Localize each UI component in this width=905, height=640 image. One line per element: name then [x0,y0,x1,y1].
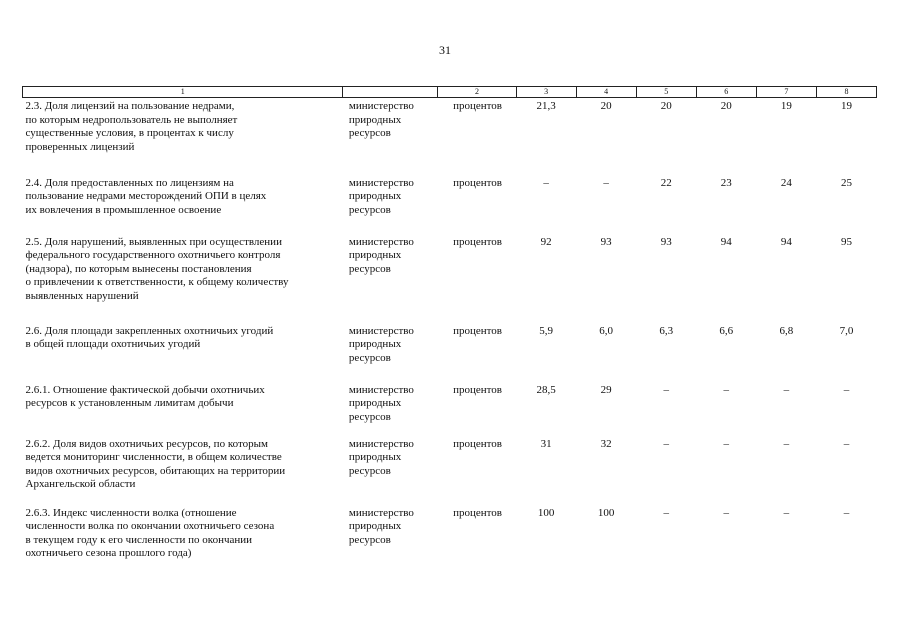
table-row [23,436,877,505]
value-cell: 20 [720,100,732,112]
value-cell: 94 [720,235,732,248]
indicator-name: 2.3. Доля лицензий на пользование недрами, по которым недропользователь не выполняет существенные условия, в процентах к числу проверенных лицензий [25,100,238,153]
value-cell: – [723,506,730,519]
table-row [23,175,877,234]
value-cell: 93 [600,235,612,248]
header-cell [343,87,438,98]
value-cell: – [663,506,669,519]
value-cell: – [783,506,790,519]
value-cell: 31 [540,437,552,450]
responsible-org: министерство природных ресурсов [348,506,414,546]
value-cell: – [723,437,730,450]
table-row [23,505,877,575]
value-cell: 6,0 [599,324,614,337]
unit-cell: процентов [453,324,502,337]
value-cell: – [603,176,609,189]
value-cell: 100 [537,506,555,519]
value-cell: – [783,437,790,450]
value-cell: – [843,437,850,450]
responsible-org: министерство природных ресурсов [348,437,414,477]
value-cell: – [843,383,850,396]
header-cell: 5 [636,87,696,98]
value-cell: 20 [600,100,612,112]
unit-cell: процентов [453,235,502,248]
indicator-name: 2.4. Доля предоставленных по лицензиям на пользование недрами месторождений ОПИ в целях их вовлечения в промышленное освоение [25,176,267,216]
table-row [23,98,877,175]
value-cell: – [543,176,549,189]
unit-cell: процентов [453,100,502,112]
indicator-name: 2.5. Доля нарушений, выявленных при осуществлении федерального государственного охотничьего контроля (надзора), по которым вынесены постановления о привлечении к ответственности, к общему количеству выявленных нарушений [25,235,289,302]
value-cell: 24 [780,176,792,189]
header-cell: 3 [516,87,576,98]
header-cell: 2 [438,87,516,98]
header-cell: 7 [756,87,816,98]
value-cell: 19 [840,100,852,112]
unit-cell: процентов [453,383,502,396]
unit-cell: процентов [453,437,502,450]
unit-cell: процентов [453,176,502,189]
indicator-name: 2.6. Доля площади закрепленных охотничьих угодий в общей площади охотничьих угодий [25,324,274,350]
unit-cell: процентов [453,506,502,519]
responsible-org: министерство природных ресурсов [348,176,414,216]
responsible-org: министерство природных ресурсов [348,324,414,364]
header-row [23,87,877,98]
value-cell: 19 [780,100,792,112]
indicators-table [22,86,877,575]
value-cell: 100 [597,506,615,519]
indicator-name: 2.6.2. Доля видов охотничьих ресурсов, по которым ведется мониторинг численности, в общем количестве видов охотничьих ресурсов, обитающих на территории Архангельской области [25,437,286,490]
value-cell: 28,5 [536,383,556,396]
value-cell: – [723,383,730,396]
value-cell: 21,3 [536,100,556,112]
value-cell: – [663,383,669,396]
value-cell: 5,9 [539,324,553,337]
value-cell: 32 [600,437,612,450]
value-cell: 20 [660,100,672,112]
table-row [23,382,877,436]
indicator-name: 2.6.3. Индекс численности волка (отношение численности волка по окончании охотничьего сезона в текущем году к его численности по окончании охотничьего сезона прошлого года) [25,506,275,559]
value-cell: 6,8 [779,324,794,337]
value-cell: 29 [600,383,612,396]
value-cell: 94 [780,235,792,248]
value-cell: 22 [660,176,672,189]
header-cell: 1 [23,87,343,98]
header-cell: 6 [696,87,756,98]
value-cell: – [843,506,850,519]
indicator-name: 2.6.1. Отношение фактической добычи охотничьих ресурсов к установленным лимитам добычи [25,383,265,409]
header-cell: 4 [576,87,636,98]
value-cell: 25 [840,176,852,189]
value-cell: 93 [660,235,672,248]
responsible-org: министерство природных ресурсов [348,383,414,423]
page-number: 31 [439,43,451,57]
value-cell: – [783,383,790,396]
table-row [23,323,877,382]
responsible-org: министерство природных ресурсов [348,235,414,275]
value-cell: 92 [540,235,552,248]
value-cell: – [663,437,669,450]
header-cell: 8 [816,87,876,98]
value-cell: 23 [720,176,732,189]
value-cell: 7,0 [839,324,854,337]
responsible-org: министерство природных ресурсов [348,100,414,139]
table-row [23,234,877,323]
value-cell: 6,6 [719,324,734,337]
value-cell: 95 [840,235,852,248]
value-cell: 6,3 [659,324,674,337]
